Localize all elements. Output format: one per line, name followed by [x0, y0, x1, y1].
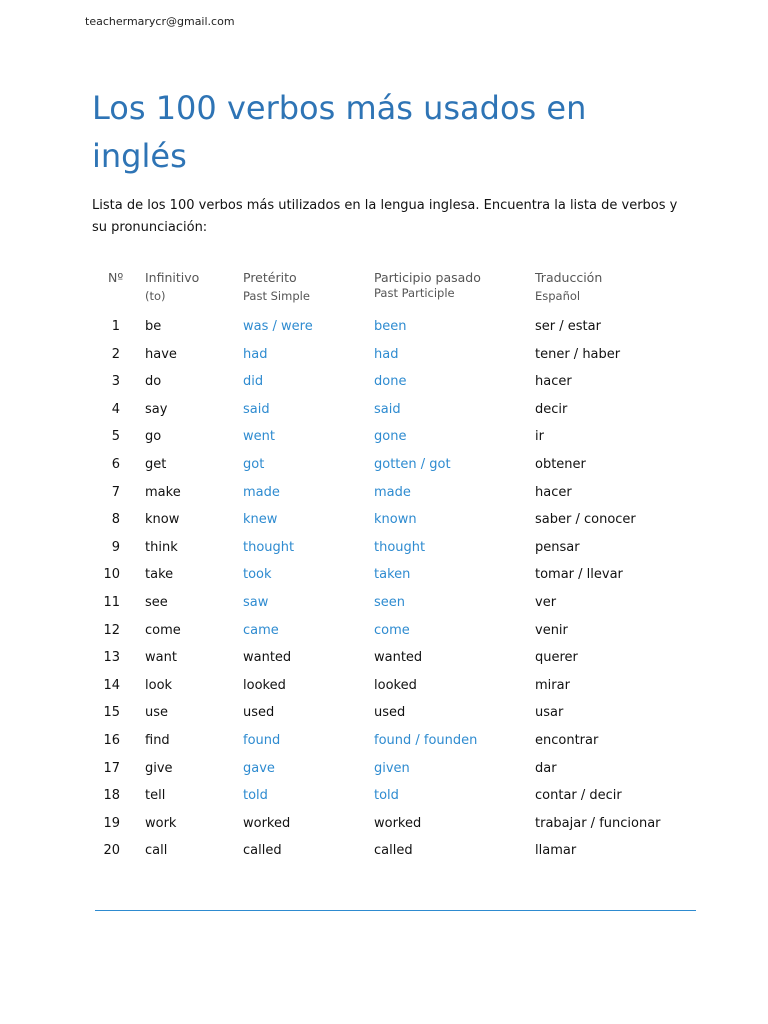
table-row	[0, 347, 768, 367]
row-translation: ir	[535, 429, 544, 445]
row-translation: pensar	[535, 539, 580, 555]
row-number: 7	[111, 484, 120, 500]
row-preterite: used	[243, 705, 275, 721]
row-number: 16	[103, 733, 120, 748]
row-number: 12	[103, 622, 120, 638]
row-infinitive: have	[145, 346, 177, 362]
row-infinitive: tell	[145, 788, 166, 804]
row-preterite: told	[243, 788, 268, 804]
row-preterite: took	[243, 567, 272, 583]
row-number: 13	[103, 650, 120, 666]
row-infinitive: make	[145, 484, 181, 500]
row-infinitive: say	[145, 401, 168, 417]
table-row	[0, 705, 768, 725]
row-translation: llamar	[535, 843, 577, 859]
header-infinitive-label: Infinitivo	[145, 270, 200, 285]
footer-rule	[95, 910, 696, 911]
table-row	[0, 512, 768, 532]
row-participle: gotten / got	[374, 457, 451, 472]
row-number: 6	[111, 457, 120, 472]
header-number-label: Nº	[108, 270, 124, 285]
row-participle: worked	[374, 815, 422, 831]
row-participle: told	[374, 788, 399, 804]
header-participle-label: Participio pasado	[374, 270, 481, 285]
table-row	[0, 595, 768, 615]
row-participle: taken	[374, 567, 411, 583]
row-infinitive: come	[145, 622, 181, 638]
row-number: 17	[103, 760, 120, 776]
row-translation: mirar	[535, 677, 570, 693]
row-translation: obtener	[535, 457, 586, 472]
table-row	[0, 319, 768, 339]
row-infinitive: know	[145, 512, 180, 528]
row-participle: come	[374, 622, 410, 638]
author-email: teachermarycr@gmail.com	[85, 15, 235, 28]
row-translation: ver	[535, 595, 557, 610]
table-row	[0, 429, 768, 449]
table-row	[0, 540, 768, 560]
row-number: 3	[111, 374, 120, 390]
row-preterite: said	[243, 401, 270, 417]
row-translation: contar / decir	[535, 788, 622, 804]
row-preterite: thought	[243, 539, 295, 555]
table-row	[0, 650, 768, 670]
row-number: 20	[103, 843, 120, 859]
header-preterite-sub: Past Simple	[243, 289, 310, 303]
table-row	[0, 843, 768, 863]
header-number	[108, 268, 123, 287]
header-infinitive-sub: (to)	[145, 289, 166, 303]
table-row	[0, 402, 768, 422]
row-translation: saber / conocer	[535, 512, 636, 528]
table-row	[0, 567, 768, 587]
row-infinitive: want	[145, 650, 177, 666]
row-infinitive: find	[145, 733, 170, 748]
row-preterite: was / were	[243, 319, 313, 334]
row-preterite: had	[243, 346, 268, 362]
row-number: 1	[111, 319, 120, 334]
row-translation: tomar / llevar	[535, 567, 623, 583]
row-number: 14	[103, 677, 120, 693]
row-translation: querer	[535, 650, 578, 666]
row-translation: dar	[535, 760, 557, 776]
row-infinitive: look	[145, 677, 173, 693]
row-participle: been	[374, 319, 407, 334]
header-participle-sub: Past Participle	[374, 286, 455, 300]
row-participle: given	[374, 760, 410, 776]
table-row	[0, 788, 768, 808]
row-participle: made	[374, 484, 411, 500]
row-infinitive: go	[145, 429, 162, 445]
row-translation: ser / estar	[535, 319, 601, 334]
row-preterite: saw	[243, 595, 269, 610]
row-preterite: found	[243, 733, 281, 748]
row-number: 9	[111, 539, 120, 555]
row-translation: decir	[535, 401, 568, 417]
row-number: 10	[103, 567, 120, 583]
row-infinitive: give	[145, 760, 173, 776]
row-participle: thought	[374, 539, 426, 555]
row-preterite: made	[243, 484, 280, 500]
row-infinitive: do	[145, 374, 162, 390]
row-infinitive: see	[145, 595, 168, 610]
row-participle: seen	[374, 595, 406, 610]
row-participle: said	[374, 401, 401, 417]
row-number: 2	[111, 346, 120, 362]
table-row	[0, 678, 768, 698]
row-participle: looked	[374, 677, 417, 693]
row-number: 4	[111, 401, 120, 417]
row-preterite: got	[243, 457, 265, 472]
row-translation: hacer	[535, 374, 572, 390]
row-number: 8	[111, 512, 120, 528]
row-infinitive: use	[145, 705, 169, 721]
page-title: Los 100 verbos más usados en inglés	[92, 89, 587, 175]
row-infinitive: be	[145, 319, 162, 334]
table-row	[0, 457, 768, 477]
row-participle: gone	[374, 429, 407, 445]
header-translation-label: Traducción	[535, 270, 603, 285]
row-participle: called	[374, 843, 413, 859]
intro-paragraph: Lista de los 100 verbos más utilizados en la lengua inglesa. Encuentra la lista de verbos y su pronunciación:	[92, 198, 678, 235]
table-row	[0, 761, 768, 781]
row-participle: had	[374, 346, 399, 362]
row-participle: used	[374, 705, 406, 721]
row-infinitive: call	[145, 843, 168, 859]
header-translation	[535, 268, 602, 306]
row-number: 19	[103, 815, 120, 831]
header-translation-sub: Español	[535, 289, 581, 303]
header-preterite-label: Pretérito	[243, 270, 297, 285]
header-preterite	[243, 268, 310, 306]
row-preterite: came	[243, 622, 279, 638]
row-number: 5	[111, 429, 120, 445]
header-infinitive	[145, 268, 199, 306]
header-participle	[374, 268, 481, 303]
table-row	[0, 623, 768, 643]
row-number: 15	[103, 705, 120, 721]
row-preterite: worked	[243, 815, 291, 831]
row-infinitive: get	[145, 457, 167, 472]
row-translation: hacer	[535, 484, 572, 500]
row-participle: done	[374, 374, 407, 390]
row-preterite: knew	[243, 512, 278, 528]
row-translation: tener / haber	[535, 346, 621, 362]
row-participle: wanted	[374, 650, 423, 666]
row-preterite: did	[243, 374, 264, 390]
row-infinitive: take	[145, 567, 174, 583]
row-translation: trabajar / funcionar	[535, 815, 661, 831]
row-participle: found / founden	[374, 733, 478, 748]
row-preterite: gave	[243, 760, 275, 776]
table-row	[0, 816, 768, 836]
row-translation: encontrar	[535, 733, 599, 748]
row-translation: venir	[535, 622, 568, 638]
row-preterite: wanted	[243, 650, 292, 666]
row-infinitive: work	[145, 815, 177, 831]
table-row	[0, 485, 768, 505]
row-number: 11	[103, 595, 120, 610]
row-infinitive: think	[145, 539, 178, 555]
row-participle: known	[374, 512, 417, 528]
table-row	[0, 374, 768, 394]
row-number: 18	[103, 788, 120, 804]
row-preterite: looked	[243, 677, 286, 693]
row-preterite: called	[243, 843, 282, 859]
row-translation: usar	[535, 705, 564, 721]
row-preterite: went	[243, 429, 275, 445]
table-row	[0, 733, 768, 753]
